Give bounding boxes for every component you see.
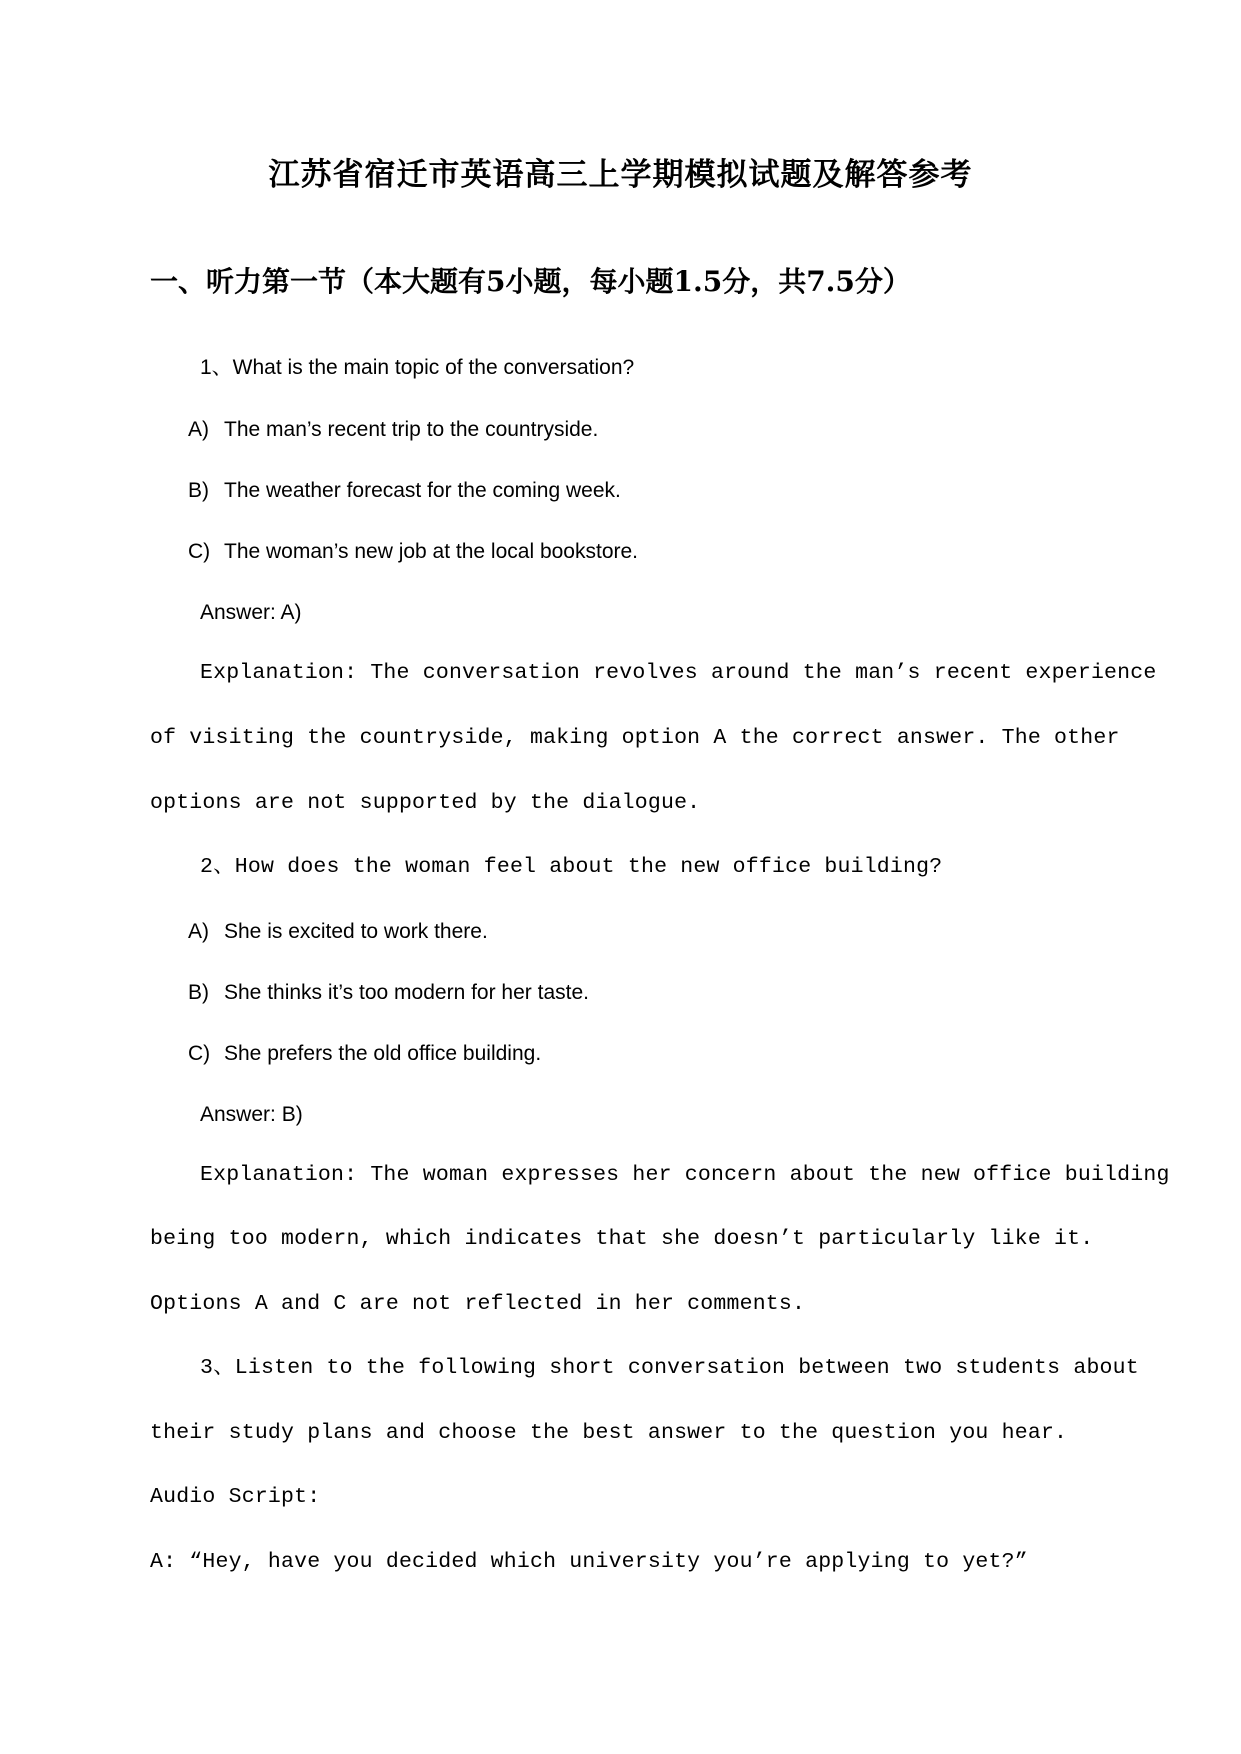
document-title: 江苏省宿迁市英语高三上学期模拟试题及解答参考 (268, 157, 973, 193)
option-letter: B) (188, 479, 209, 502)
audio-script-line-1: A: “Hey, have you decided which university you’re applying to yet?” (150, 1550, 1028, 1574)
option-text: She prefers the old office building. (224, 1042, 542, 1065)
option-letter: C) (188, 1042, 211, 1065)
question-1-explanation-line-2: of visiting the countryside, making option A the correct answer. The other (150, 726, 1120, 750)
question-2-option-b (188, 982, 589, 1003)
option-text: The woman’s new job at the local bookstore. (224, 540, 639, 563)
option-letter: B) (188, 981, 209, 1004)
question-1-option-b (188, 480, 621, 501)
option-text: The weather forecast for the coming week. (224, 479, 621, 502)
section-heading: 一、听力第一节（本大题有5小题，每小题1.5分，共7.5分） (150, 265, 911, 298)
question-2-answer: Answer: B) (200, 1103, 303, 1126)
question-1-stem: 1、What is the main topic of the conversation? (200, 356, 635, 379)
question-2-option-c (188, 1043, 541, 1064)
question-2-stem: 2、How does the woman feel about the new office building? (200, 855, 943, 879)
option-letter: A) (188, 418, 209, 441)
option-letter: C) (188, 540, 211, 563)
question-3-stem-line-2: their study plans and choose the best answer to the question you hear. (150, 1421, 1068, 1445)
option-text: She thinks it’s too modern for her taste. (224, 981, 589, 1004)
option-text: The man’s recent trip to the countryside. (224, 418, 599, 441)
question-1-option-c (188, 541, 638, 562)
question-2-explanation-line-2: being too modern, which indicates that she doesn’t particularly like it. (150, 1227, 1094, 1251)
question-2-explanation-line-3: Options A and C are not reflected in her comments. (150, 1292, 806, 1316)
option-text: She is excited to work there. (224, 920, 488, 943)
question-1-answer: Answer: A) (200, 601, 302, 624)
audio-script-label: Audio Script: (150, 1485, 321, 1509)
question-1-explanation-line-1: Explanation: The conversation revolves around the man’s recent experience (200, 661, 1157, 685)
option-letter: A) (188, 920, 209, 943)
question-2-option-a (188, 921, 488, 942)
question-1-option-a (188, 419, 598, 440)
question-1-explanation-line-3: options are not supported by the dialogue. (150, 791, 701, 815)
question-2-explanation-line-1: Explanation: The woman expresses her concern about the new office building (200, 1163, 1170, 1187)
question-3-stem-line-1: 3、Listen to the following short conversation between two students about (200, 1356, 1139, 1380)
